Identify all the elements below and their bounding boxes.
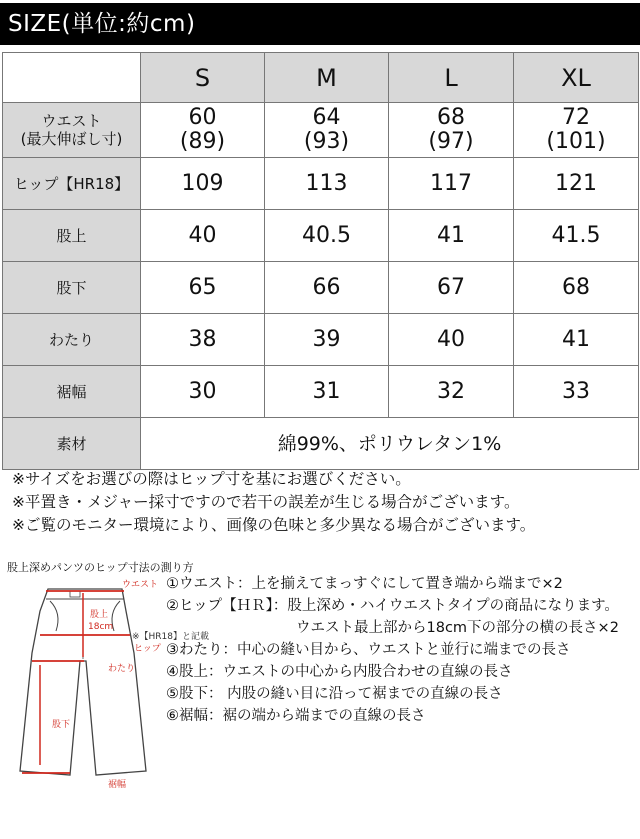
note-line: ※ご覧のモニター環境により、画像の色味と多少異なる場合がございます。 <box>12 516 536 534</box>
thigh-label: わたり <box>108 664 136 674</box>
value-cell: 72 (101) <box>514 103 639 158</box>
table-row <box>3 366 639 418</box>
measure-line: ⑥裾幅：裾の端から端までの直線の長さ <box>166 708 426 724</box>
material-row <box>3 418 639 470</box>
row-label: 股上 <box>3 210 141 262</box>
measure-line: ①ウエスト：上を揃えてまっすぐにして置き端から端まで×2 <box>166 576 563 592</box>
table-row <box>3 103 639 158</box>
hip-label: ヒップ <box>134 644 161 654</box>
table-row <box>3 210 639 262</box>
note-line: ※平置き・メジャー採寸ですので若干の誤差が生じる場合がございます。 <box>12 493 520 511</box>
value-cell: 109 <box>141 158 265 210</box>
size-header-row <box>3 53 639 103</box>
measure-line: ②ヒップ【ＨＲ】：股上深め・ハイウエストタイプの商品になります。 <box>166 598 619 614</box>
row-label: ウエスト (最大伸ばし寸) <box>3 103 141 158</box>
value-cell: 68 <box>514 262 639 314</box>
value-cell: 40 <box>389 314 514 366</box>
material-label: 素材 <box>3 418 141 470</box>
value-cell: 67 <box>389 262 514 314</box>
value-cell: 41 <box>514 314 639 366</box>
measure-line: ④股上：ウエストの中心から内股合わせの直線の長さ <box>166 664 513 680</box>
value-cell: 60 (89) <box>141 103 265 158</box>
value-cell: 113 <box>265 158 389 210</box>
table-row <box>3 314 639 366</box>
value-cell: 32 <box>389 366 514 418</box>
value-cell: 65 <box>141 262 265 314</box>
inseam-label: 股下 <box>52 720 71 730</box>
row-label: 裾幅 <box>3 366 141 418</box>
value-cell: 117 <box>389 158 514 210</box>
measure-line: ウエスト最上部から18cm下の部分の横の長さ×2 <box>296 620 619 636</box>
row-label: ヒップ【HR18】 <box>3 158 141 210</box>
value-cell: 66 <box>265 262 389 314</box>
value-cell: 38 <box>141 314 265 366</box>
value-cell: 40 <box>141 210 265 262</box>
waist-label: ウエスト <box>122 580 159 590</box>
size-header: XL <box>514 53 639 103</box>
rise-length-label: 18cm <box>88 622 114 632</box>
note-line: ※サイズをお選びの際はヒップ寸を基にお選びください。 <box>12 470 411 488</box>
hem-label: 裾幅 <box>108 780 127 790</box>
notes <box>12 468 535 537</box>
size-header: M <box>265 53 389 103</box>
value-cell: 121 <box>514 158 639 210</box>
value-cell: 40.5 <box>265 210 389 262</box>
value-cell: 31 <box>265 366 389 418</box>
value-cell: 41.5 <box>514 210 639 262</box>
value-cell: 64 (93) <box>265 103 389 158</box>
value-cell: 30 <box>141 366 265 418</box>
size-header: S <box>141 53 265 103</box>
page-title: SIZE(単位:約cm) <box>0 3 640 45</box>
hr-note: ※【HR18】と記載 <box>132 632 210 642</box>
table-row <box>3 158 639 210</box>
pants-diagram <box>10 575 210 790</box>
value-cell: 41 <box>389 210 514 262</box>
measurement-instructions <box>166 573 619 727</box>
measure-line: ③わたり：中心の縫い目から、ウエストと並行に端までの長さ <box>166 642 571 658</box>
size-table <box>2 52 639 470</box>
material-value: 綿99%、ポリウレタン1% <box>141 418 639 470</box>
row-label: 股下 <box>3 262 141 314</box>
value-cell: 39 <box>265 314 389 366</box>
measure-line: ⑤股下： 内股の縫い目に沿って裾までの直線の長さ <box>166 686 503 702</box>
table-row <box>3 262 639 314</box>
row-label: わたり <box>3 314 141 366</box>
value-cell: 68 (97) <box>389 103 514 158</box>
corner-cell <box>3 53 141 103</box>
size-header: L <box>389 53 514 103</box>
diagram-title: 股上深めパンツのヒップ寸法の測り方 <box>7 561 194 574</box>
rise-label: 股上 <box>90 610 109 620</box>
value-cell: 33 <box>514 366 639 418</box>
